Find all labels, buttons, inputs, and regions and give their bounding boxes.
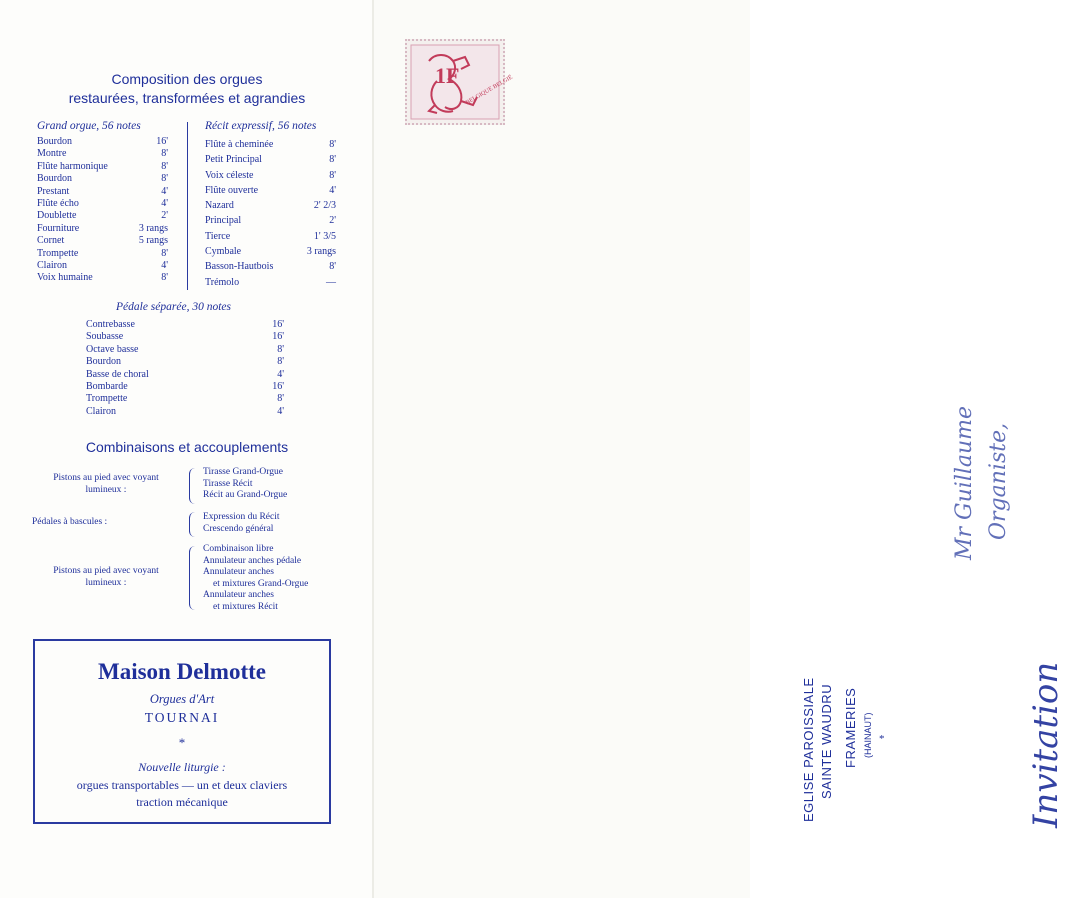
stop-row xyxy=(37,248,168,260)
stop-value: 4' xyxy=(161,198,168,210)
combinaison-group3-label xyxy=(30,566,182,589)
stop-name: Basson-Hautbois xyxy=(205,261,274,273)
stop-name: Bourdon xyxy=(86,356,121,368)
stop-row xyxy=(205,152,336,167)
church-star: * xyxy=(879,733,885,745)
stop-value: 2' xyxy=(161,210,168,222)
group3-label-line1: Pistons au pied avec voyant xyxy=(53,566,159,576)
stop-value: 16' xyxy=(272,331,284,343)
stop-value: 8' xyxy=(161,173,168,185)
stop-value: 8' xyxy=(161,148,168,160)
stop-value: 8' xyxy=(329,169,336,181)
stop-value: 16' xyxy=(156,136,168,147)
stop-name: Soubasse xyxy=(86,331,124,343)
stop-row xyxy=(86,381,284,393)
stop-name: Trompette xyxy=(37,247,79,259)
stop-name: Petit Principal xyxy=(205,154,262,166)
combinaison-item: et mixtures Récit xyxy=(213,601,278,612)
stop-name: Doublette xyxy=(37,210,77,222)
stop-value: 5 rangs xyxy=(138,235,168,247)
combinaison-item: Récit au Grand-Orgue xyxy=(203,490,288,500)
combinaison-group1-items xyxy=(203,467,287,502)
stop-row xyxy=(37,186,168,198)
recit-heading: Récit expressif, 56 notes xyxy=(205,120,317,132)
maison-city: TOURNAI xyxy=(144,710,220,725)
stop-value: 2' xyxy=(329,215,336,227)
stop-name: Voix humaine xyxy=(37,272,93,284)
combinaison-group2-label: Pédales à bascules : xyxy=(32,517,108,527)
maison-line1: Nouvelle liturgie : xyxy=(138,760,226,774)
stop-name: Flûte harmonique xyxy=(37,160,108,172)
group3-brace xyxy=(189,546,198,610)
stop-row xyxy=(86,406,284,418)
stop-value: 8' xyxy=(329,261,336,273)
stop-name: Bourdon xyxy=(37,136,72,147)
stop-row xyxy=(37,210,168,222)
stop-name: Cornet xyxy=(37,235,65,247)
group3-label-line2: lumineux : xyxy=(85,577,127,588)
stop-value: 8' xyxy=(277,343,284,355)
stop-name: Basse de choral xyxy=(86,368,149,380)
stop-row xyxy=(37,272,168,284)
combinaison-group1-label xyxy=(30,473,182,496)
stop-value: 2' 2/3 xyxy=(313,200,336,212)
stop-row xyxy=(205,183,336,198)
stop-row xyxy=(86,393,284,405)
stop-value: 8' xyxy=(329,139,336,150)
stop-value: 4' xyxy=(277,368,284,380)
combinaisons-heading: Combinaisons et accouplements xyxy=(85,439,289,455)
stop-value: 8' xyxy=(329,154,336,166)
group1-label-line2: lumineux : xyxy=(85,484,127,495)
stop-name: Prestant xyxy=(37,185,70,197)
pedale-heading: Pédale séparée, 30 notes xyxy=(116,301,231,313)
column-divider xyxy=(187,122,188,290)
maison-name: Maison Delmotte xyxy=(98,659,266,684)
stop-row xyxy=(86,356,284,368)
stop-value: 4' xyxy=(161,185,168,197)
recit-stop-list xyxy=(205,137,336,290)
stop-value: 3 rangs xyxy=(306,246,336,258)
stop-name: Montre xyxy=(37,148,67,160)
stop-name: Clairon xyxy=(86,405,116,417)
stop-name: Contrebasse xyxy=(86,319,135,330)
stop-name: Bombarde xyxy=(86,381,128,393)
maison-star: * xyxy=(178,735,186,750)
postage-stamp xyxy=(405,39,514,125)
stop-row xyxy=(205,259,336,274)
combinaison-item: Tirasse Grand-Orgue xyxy=(203,467,283,477)
stop-name: Trémolo xyxy=(205,276,240,288)
stamp-denomination: 1F xyxy=(435,63,460,88)
composition-title-line1: Composition des orgues xyxy=(111,71,263,87)
stop-row xyxy=(86,369,284,381)
stop-name: Fourniture xyxy=(37,222,80,234)
grand-orgue-heading: Grand orgue, 56 notes xyxy=(37,120,141,132)
church-line3: FRAMERIES xyxy=(843,687,858,768)
stop-row xyxy=(86,344,284,356)
combinaison-item: Crescendo général xyxy=(203,523,274,534)
stop-name: Principal xyxy=(205,215,242,227)
church-line1: EGLISE PAROISSIALE xyxy=(801,677,816,822)
handwritten-line2: Organiste, xyxy=(986,422,1011,540)
stop-value: 1' 3/5 xyxy=(313,230,336,242)
pedale-stop-list xyxy=(86,319,284,418)
stop-name: Trompette xyxy=(86,393,128,405)
stop-name: Nazard xyxy=(205,200,234,212)
maison-subtitle: Orgues d'Art xyxy=(149,692,215,706)
stop-name: Flûte à cheminée xyxy=(205,139,274,150)
combinaison-item: Combinaison libre xyxy=(203,544,274,554)
stop-row xyxy=(37,136,168,148)
combinaison-item: et mixtures Grand-Orgue xyxy=(213,578,309,589)
stop-value: 4' xyxy=(277,405,284,417)
stop-row xyxy=(37,198,168,210)
stop-name: Tierce xyxy=(205,230,231,242)
stop-name: Bourdon xyxy=(37,173,72,185)
stop-value: 8' xyxy=(161,160,168,172)
stop-row xyxy=(37,223,168,235)
stop-row xyxy=(86,331,284,343)
stop-name: Octave basse xyxy=(86,343,139,355)
stop-value: 8' xyxy=(161,272,168,284)
stop-row xyxy=(205,244,336,259)
right-panel xyxy=(374,0,1066,898)
combinaison-item: Annulateur anches xyxy=(203,590,274,600)
church-line2: SAINTE WAUDRU xyxy=(819,683,834,799)
combinaison-item: Annulateur anches xyxy=(203,567,274,577)
stamp-country: BELGIQUE BELGIË xyxy=(465,74,514,107)
combinaison-group3-items xyxy=(203,544,308,613)
combinaison-item: Tirasse Récit xyxy=(203,478,253,489)
stop-row xyxy=(205,213,336,228)
combinaison-group2-items xyxy=(203,512,280,535)
stop-name: Flûte ouverte xyxy=(205,184,259,196)
stop-row xyxy=(37,260,168,272)
stop-value: 16' xyxy=(272,381,284,393)
combinaison-item: Annulateur anches pédale xyxy=(203,555,302,566)
stop-value: 3 rangs xyxy=(138,222,168,234)
composition-title-line2: restaurées, transformées et agrandies xyxy=(68,90,306,106)
stop-value: 4' xyxy=(329,184,336,196)
stop-name: Clairon xyxy=(37,260,67,272)
stop-row xyxy=(205,275,336,290)
handwritten-line1: Mr Guillaume xyxy=(952,405,977,560)
stop-value: 8' xyxy=(277,393,284,405)
stop-row xyxy=(37,235,168,247)
stop-name: Cymbale xyxy=(205,246,242,258)
stop-row xyxy=(37,161,168,173)
left-panel xyxy=(0,0,374,898)
maison-line2: orgues transportables — un et deux claviers xyxy=(76,778,288,792)
group1-brace xyxy=(189,468,198,504)
stop-row xyxy=(37,173,168,185)
maison-line3: traction mécanique xyxy=(136,795,228,809)
stop-row xyxy=(205,137,336,152)
group2-brace xyxy=(189,512,198,537)
stop-value: — xyxy=(326,276,336,288)
group1-label-line1: Pistons au pied avec voyant xyxy=(53,473,159,483)
maison-delmotte-box xyxy=(33,639,331,824)
stop-name: Flûte écho xyxy=(37,198,79,210)
church-line4: (HAINAUT) xyxy=(863,712,873,758)
stop-name: Voix céleste xyxy=(205,169,254,181)
stop-value: 16' xyxy=(272,319,284,330)
stop-row xyxy=(86,319,284,331)
stop-row xyxy=(37,148,168,160)
stop-row xyxy=(205,198,336,213)
stop-value: 8' xyxy=(161,247,168,259)
stop-value: 4' xyxy=(161,260,168,272)
stop-value: 8' xyxy=(277,356,284,368)
invitation-title: Invitation xyxy=(1026,661,1066,828)
stop-row xyxy=(205,168,336,183)
grand-orgue-stop-list xyxy=(37,136,168,285)
stop-row xyxy=(205,229,336,244)
combinaison-item: Expression du Récit xyxy=(203,512,280,522)
